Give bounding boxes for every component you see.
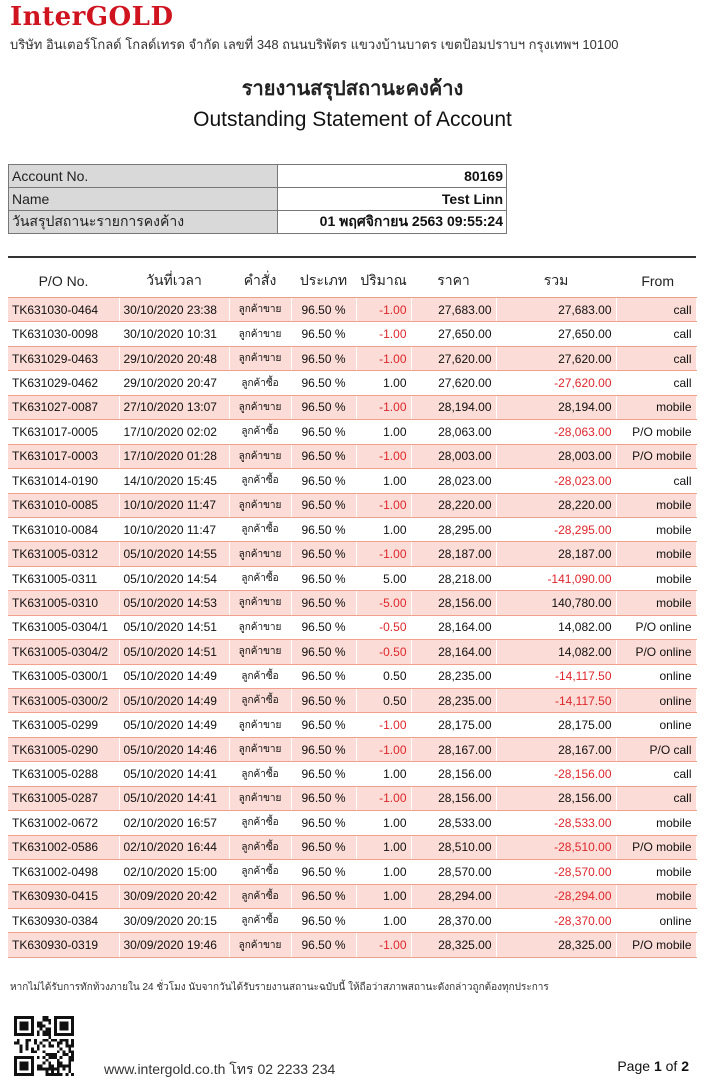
quantity-cell: -1.00 (356, 542, 411, 566)
po-cell: TK631010-0085 (8, 493, 119, 517)
po-cell: TK631005-0288 (8, 762, 119, 786)
col-header-from: From (616, 265, 696, 298)
statement-date-value: 01 พฤศจิกายน 2563 09:55:24 (277, 211, 506, 234)
order-side-cell: ลูกค้าขาย (229, 786, 291, 810)
datetime-cell: 02/10/2020 15:00 (119, 860, 229, 884)
quantity-cell: 0.50 (356, 689, 411, 713)
datetime-cell: 05/10/2020 14:51 (119, 640, 229, 664)
po-cell: TK631005-0300/1 (8, 664, 119, 688)
col-header-type: ประเภท (291, 265, 356, 298)
type-cell: 96.50 % (291, 640, 356, 664)
quantity-cell: 1.00 (356, 762, 411, 786)
source-cell: mobile (616, 395, 696, 419)
order-side-cell: ลูกค้าขาย (229, 395, 291, 419)
table-row (8, 298, 696, 322)
total-cell: -14,117.50 (496, 664, 616, 688)
type-cell: 96.50 % (291, 786, 356, 810)
account-info-table (8, 164, 507, 234)
total-cell: 28,325.00 (496, 933, 616, 957)
quantity-cell: -5.00 (356, 591, 411, 615)
table-row (8, 811, 696, 835)
source-cell: mobile (616, 811, 696, 835)
total-cell: 14,082.00 (496, 640, 616, 664)
table-row (8, 762, 696, 786)
table-row (8, 933, 696, 957)
page-of: of (665, 1058, 678, 1074)
order-side-cell: ลูกค้าขาย (229, 322, 291, 346)
order-side-cell: ลูกค้าซื้อ (229, 469, 291, 493)
order-side-cell: ลูกค้าขาย (229, 346, 291, 370)
type-cell: 96.50 % (291, 689, 356, 713)
type-cell: 96.50 % (291, 591, 356, 615)
datetime-cell: 30/10/2020 23:38 (119, 298, 229, 322)
quantity-cell: 1.00 (356, 469, 411, 493)
po-cell: TK631027-0087 (8, 395, 119, 419)
total-cell: -28,156.00 (496, 762, 616, 786)
datetime-cell: 29/10/2020 20:47 (119, 371, 229, 395)
type-cell: 96.50 % (291, 517, 356, 541)
table-row (8, 860, 696, 884)
po-cell: TK631005-0300/2 (8, 689, 119, 713)
total-cell: 28,003.00 (496, 444, 616, 468)
price-cell: 28,164.00 (411, 640, 496, 664)
po-cell: TK631002-0586 (8, 835, 119, 859)
total-cell: 28,220.00 (496, 493, 616, 517)
po-cell: TK631005-0304/1 (8, 615, 119, 639)
datetime-cell: 30/09/2020 20:15 (119, 908, 229, 932)
source-cell: mobile (616, 860, 696, 884)
price-cell: 27,650.00 (411, 322, 496, 346)
price-cell: 28,295.00 (411, 517, 496, 541)
table-row (8, 493, 696, 517)
order-side-cell: ลูกค้าซื้อ (229, 908, 291, 932)
table-row (8, 737, 696, 761)
table-row (8, 420, 696, 444)
po-cell: TK631014-0190 (8, 469, 119, 493)
po-cell: TK631029-0463 (8, 346, 119, 370)
source-cell: online (616, 664, 696, 688)
datetime-cell: 05/10/2020 14:54 (119, 566, 229, 590)
quantity-cell: 1.00 (356, 811, 411, 835)
po-cell: TK631005-0299 (8, 713, 119, 737)
source-cell: P/O online (616, 640, 696, 664)
source-cell: P/O mobile (616, 420, 696, 444)
total-cell: 140,780.00 (496, 591, 616, 615)
table-row (8, 566, 696, 590)
statement-date-label: วันสรุปสถานะรายการคงค้าง (9, 211, 278, 234)
po-cell: TK631029-0462 (8, 371, 119, 395)
po-cell: TK631017-0005 (8, 420, 119, 444)
type-cell: 96.50 % (291, 322, 356, 346)
total-cell: -28,570.00 (496, 860, 616, 884)
total-cell: 27,683.00 (496, 298, 616, 322)
quantity-cell: -1.00 (356, 346, 411, 370)
total-cell: 28,167.00 (496, 737, 616, 761)
col-header-price: ราคา (411, 265, 496, 298)
order-side-cell: ลูกค้าซื้อ (229, 860, 291, 884)
datetime-cell: 05/10/2020 14:51 (119, 615, 229, 639)
outstanding-orders-table (8, 265, 697, 958)
disclaimer-note: หากไม่ได้รับการทักท้วงภายใน 24 ชั่วโมง นับจากวันได้รับรายงานสถานะฉบับนี้ ให้ถือว่าสภาพสถานะดังกล่าวถูกต้องทุกประการ (10, 982, 549, 993)
report-title-english: Outstanding Statement of Account (193, 108, 512, 131)
source-cell: online (616, 908, 696, 932)
table-row (8, 786, 696, 810)
po-cell: TK631005-0312 (8, 542, 119, 566)
type-cell: 96.50 % (291, 908, 356, 932)
price-cell: 28,294.00 (411, 884, 496, 908)
order-side-cell: ลูกค้าขาย (229, 444, 291, 468)
quantity-cell: -1.00 (356, 322, 411, 346)
source-cell: call (616, 762, 696, 786)
type-cell: 96.50 % (291, 444, 356, 468)
type-cell: 96.50 % (291, 493, 356, 517)
price-cell: 28,194.00 (411, 395, 496, 419)
datetime-cell: 14/10/2020 15:45 (119, 469, 229, 493)
price-cell: 28,325.00 (411, 933, 496, 957)
source-cell: call (616, 346, 696, 370)
price-cell: 28,570.00 (411, 860, 496, 884)
table-row (8, 835, 696, 859)
quantity-cell: -0.50 (356, 640, 411, 664)
total-cell: 27,650.00 (496, 322, 616, 346)
order-side-cell: ลูกค้าซื้อ (229, 664, 291, 688)
price-cell: 28,164.00 (411, 615, 496, 639)
source-cell: mobile (616, 884, 696, 908)
total-cell: -28,370.00 (496, 908, 616, 932)
total-cell: -27,620.00 (496, 371, 616, 395)
table-row (8, 908, 696, 932)
source-cell: mobile (616, 517, 696, 541)
table-row (8, 591, 696, 615)
company-address: บริษัท อินเตอร์โกลด์ โกลด์เทรด จำกัด เลขที่ 348 ถนนบริพัตร แขวงบ้านบาตร เขตป้อมปราบฯ กรุงเทพฯ 10100 (10, 37, 619, 52)
order-side-cell: ลูกค้าขาย (229, 933, 291, 957)
order-side-cell: ลูกค้าขาย (229, 640, 291, 664)
account-no-value: 80169 (277, 165, 506, 188)
datetime-cell: 05/10/2020 14:41 (119, 762, 229, 786)
total-cell: 28,175.00 (496, 713, 616, 737)
total-cell: -28,063.00 (496, 420, 616, 444)
type-cell: 96.50 % (291, 835, 356, 859)
order-side-cell: ลูกค้าขาย (229, 737, 291, 761)
source-cell: mobile (616, 542, 696, 566)
total-cell: -141,090.00 (496, 566, 616, 590)
col-header-datetime: วันที่เวลา (119, 265, 229, 298)
datetime-cell: 17/10/2020 01:28 (119, 444, 229, 468)
total-cell: 14,082.00 (496, 615, 616, 639)
source-cell: call (616, 371, 696, 395)
quantity-cell: -0.50 (356, 615, 411, 639)
table-row (8, 615, 696, 639)
type-cell: 96.50 % (291, 713, 356, 737)
quantity-cell: 1.00 (356, 517, 411, 541)
source-cell: call (616, 786, 696, 810)
quantity-cell: 1.00 (356, 908, 411, 932)
type-cell: 96.50 % (291, 737, 356, 761)
order-side-cell: ลูกค้าซื้อ (229, 835, 291, 859)
quantity-cell: 5.00 (356, 566, 411, 590)
price-cell: 28,175.00 (411, 713, 496, 737)
datetime-cell: 05/10/2020 14:55 (119, 542, 229, 566)
price-cell: 27,620.00 (411, 371, 496, 395)
order-side-cell: ลูกค้าซื้อ (229, 689, 291, 713)
type-cell: 96.50 % (291, 371, 356, 395)
po-cell: TK631005-0287 (8, 786, 119, 810)
price-cell: 28,156.00 (411, 786, 496, 810)
source-cell: mobile (616, 591, 696, 615)
source-cell: call (616, 322, 696, 346)
order-side-cell: ลูกค้าขาย (229, 615, 291, 639)
type-cell: 96.50 % (291, 811, 356, 835)
po-cell: TK631005-0304/2 (8, 640, 119, 664)
table-header-row (8, 265, 696, 298)
total-cell: 28,187.00 (496, 542, 616, 566)
table-row (8, 664, 696, 688)
quantity-cell: 0.50 (356, 664, 411, 688)
po-cell: TK631002-0672 (8, 811, 119, 835)
table-row (8, 444, 696, 468)
po-cell: TK631005-0310 (8, 591, 119, 615)
datetime-cell: 17/10/2020 02:02 (119, 420, 229, 444)
datetime-cell: 30/09/2020 20:42 (119, 884, 229, 908)
po-cell: TK631005-0311 (8, 566, 119, 590)
source-cell: online (616, 713, 696, 737)
source-cell: mobile (616, 493, 696, 517)
quantity-cell: -1.00 (356, 395, 411, 419)
total-cell: -28,294.00 (496, 884, 616, 908)
po-cell: TK630930-0415 (8, 884, 119, 908)
quantity-cell: 1.00 (356, 371, 411, 395)
datetime-cell: 30/10/2020 10:31 (119, 322, 229, 346)
source-cell: P/O mobile (616, 835, 696, 859)
datetime-cell: 02/10/2020 16:44 (119, 835, 229, 859)
price-cell: 28,167.00 (411, 737, 496, 761)
price-cell: 27,620.00 (411, 346, 496, 370)
header-divider (8, 256, 696, 258)
quantity-cell: -1.00 (356, 444, 411, 468)
total-cell: -14,117.50 (496, 689, 616, 713)
po-cell: TK630930-0319 (8, 933, 119, 957)
table-row (8, 542, 696, 566)
type-cell: 96.50 % (291, 542, 356, 566)
table-row (8, 371, 696, 395)
col-header-order: คำสั่ง (229, 265, 291, 298)
page-label: Page (617, 1058, 651, 1074)
order-side-cell: ลูกค้าซื้อ (229, 566, 291, 590)
page-total: 2 (681, 1058, 689, 1074)
quantity-cell: -1.00 (356, 298, 411, 322)
intergold-logo: InterGOLD (10, 2, 174, 32)
datetime-cell: 02/10/2020 16:57 (119, 811, 229, 835)
type-cell: 96.50 % (291, 664, 356, 688)
table-row (8, 884, 696, 908)
price-cell: 28,156.00 (411, 762, 496, 786)
quantity-cell: -1.00 (356, 493, 411, 517)
price-cell: 28,220.00 (411, 493, 496, 517)
order-side-cell: ลูกค้าซื้อ (229, 420, 291, 444)
price-cell: 28,235.00 (411, 689, 496, 713)
datetime-cell: 10/10/2020 11:47 (119, 517, 229, 541)
source-cell: mobile (616, 566, 696, 590)
po-cell: TK631002-0498 (8, 860, 119, 884)
source-cell: P/O online (616, 615, 696, 639)
table-row (8, 689, 696, 713)
quantity-cell: 1.00 (356, 835, 411, 859)
website-and-phone: www.intergold.co.th โทร 02 2233 234 (104, 1061, 336, 1077)
datetime-cell: 05/10/2020 14:49 (119, 664, 229, 688)
type-cell: 96.50 % (291, 615, 356, 639)
price-cell: 28,003.00 (411, 444, 496, 468)
order-side-cell: ลูกค้าขาย (229, 493, 291, 517)
price-cell: 27,683.00 (411, 298, 496, 322)
datetime-cell: 29/10/2020 20:48 (119, 346, 229, 370)
price-cell: 28,235.00 (411, 664, 496, 688)
report-title-thai: รายงานสรุปสถานะคงค้าง (241, 78, 464, 100)
total-cell: 27,620.00 (496, 346, 616, 370)
source-cell: online (616, 689, 696, 713)
datetime-cell: 05/10/2020 14:49 (119, 713, 229, 737)
col-header-total: รวม (496, 265, 616, 298)
order-side-cell: ลูกค้าซื้อ (229, 517, 291, 541)
order-side-cell: ลูกค้าซื้อ (229, 762, 291, 786)
order-side-cell: ลูกค้าซื้อ (229, 371, 291, 395)
po-cell: TK631017-0003 (8, 444, 119, 468)
total-cell: -28,295.00 (496, 517, 616, 541)
source-cell: P/O call (616, 737, 696, 761)
table-row (8, 346, 696, 370)
table-row (8, 395, 696, 419)
quantity-cell: 1.00 (356, 884, 411, 908)
qr-code (14, 1016, 74, 1076)
name-value: Test Linn (277, 188, 506, 211)
price-cell: 28,156.00 (411, 591, 496, 615)
po-cell: TK631010-0084 (8, 517, 119, 541)
table-row (8, 713, 696, 737)
page-indicator (617, 1058, 689, 1074)
total-cell: -28,023.00 (496, 469, 616, 493)
col-header-po: P/O No. (8, 265, 119, 298)
quantity-cell: 1.00 (356, 420, 411, 444)
price-cell: 28,023.00 (411, 469, 496, 493)
account-no-label: Account No. (9, 165, 278, 188)
quantity-cell: -1.00 (356, 786, 411, 810)
total-cell: 28,156.00 (496, 786, 616, 810)
type-cell: 96.50 % (291, 860, 356, 884)
type-cell: 96.50 % (291, 566, 356, 590)
total-cell: -28,533.00 (496, 811, 616, 835)
datetime-cell: 05/10/2020 14:53 (119, 591, 229, 615)
total-cell: -28,510.00 (496, 835, 616, 859)
order-side-cell: ลูกค้าขาย (229, 713, 291, 737)
datetime-cell: 30/09/2020 19:46 (119, 933, 229, 957)
datetime-cell: 05/10/2020 14:49 (119, 689, 229, 713)
source-cell: call (616, 469, 696, 493)
order-side-cell: ลูกค้าขาย (229, 542, 291, 566)
total-cell: 28,194.00 (496, 395, 616, 419)
order-side-cell: ลูกค้าขาย (229, 298, 291, 322)
price-cell: 28,370.00 (411, 908, 496, 932)
price-cell: 28,187.00 (411, 542, 496, 566)
datetime-cell: 05/10/2020 14:46 (119, 737, 229, 761)
po-cell: TK631030-0464 (8, 298, 119, 322)
source-cell: P/O mobile (616, 444, 696, 468)
type-cell: 96.50 % (291, 933, 356, 957)
name-label: Name (9, 188, 278, 211)
type-cell: 96.50 % (291, 420, 356, 444)
type-cell: 96.50 % (291, 469, 356, 493)
datetime-cell: 10/10/2020 11:47 (119, 493, 229, 517)
quantity-cell: -1.00 (356, 933, 411, 957)
quantity-cell: -1.00 (356, 737, 411, 761)
quantity-cell: -1.00 (356, 713, 411, 737)
po-cell: TK631030-0098 (8, 322, 119, 346)
order-side-cell: ลูกค้าซื้อ (229, 884, 291, 908)
po-cell: TK630930-0384 (8, 908, 119, 932)
table-row (8, 517, 696, 541)
price-cell: 28,063.00 (411, 420, 496, 444)
type-cell: 96.50 % (291, 395, 356, 419)
table-row (8, 322, 696, 346)
source-cell: call (616, 298, 696, 322)
page-current: 1 (653, 1058, 662, 1074)
order-side-cell: ลูกค้าขาย (229, 591, 291, 615)
col-header-quantity: ปริมาณ (356, 265, 411, 298)
price-cell: 28,533.00 (411, 811, 496, 835)
table-row (8, 640, 696, 664)
quantity-cell: 1.00 (356, 860, 411, 884)
order-side-cell: ลูกค้าซื้อ (229, 811, 291, 835)
source-cell: P/O mobile (616, 933, 696, 957)
table-row (8, 469, 696, 493)
type-cell: 96.50 % (291, 298, 356, 322)
datetime-cell: 05/10/2020 14:41 (119, 786, 229, 810)
price-cell: 28,510.00 (411, 835, 496, 859)
type-cell: 96.50 % (291, 762, 356, 786)
type-cell: 96.50 % (291, 346, 356, 370)
price-cell: 28,218.00 (411, 566, 496, 590)
type-cell: 96.50 % (291, 884, 356, 908)
datetime-cell: 27/10/2020 13:07 (119, 395, 229, 419)
po-cell: TK631005-0290 (8, 737, 119, 761)
